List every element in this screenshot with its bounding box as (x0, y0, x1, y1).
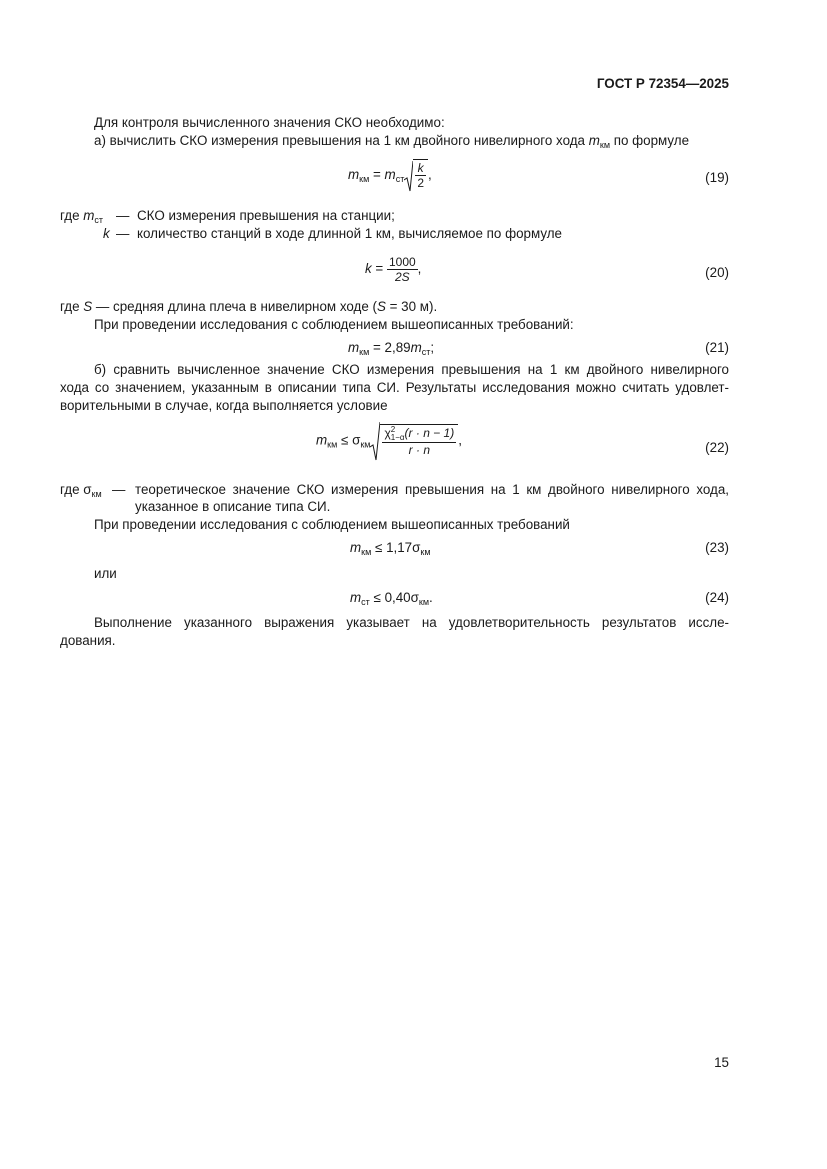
eq22-chi: χ (384, 425, 391, 440)
or-text: или (94, 566, 117, 581)
eq23-lhs-sub: км (361, 547, 372, 557)
equation-20-label: (20) (705, 265, 729, 280)
item-a-subscript: км (599, 140, 610, 150)
where-s-text: — средняя длина плеча в нивелирном ходе ( (92, 299, 377, 314)
where-s-line (60, 299, 437, 314)
paragraph-2-line-3: ворительными в случае, когда выполняется условие (60, 398, 388, 413)
where-dash-1: — (116, 208, 130, 223)
eq23-sigma-sub: км (420, 547, 431, 557)
where-sigma (60, 482, 102, 499)
eq22-num-arg: (r · n − 1) (404, 425, 455, 440)
equation-23-label: (23) (705, 540, 729, 555)
eq19-lhs: m (348, 166, 360, 182)
eq19-m: m (384, 166, 396, 182)
eq22-le: ≤ (337, 432, 353, 448)
where-desc-1: СКО измерения превышения на станции; (137, 208, 395, 223)
eq19-sqrt (404, 159, 428, 192)
eq22-chi-sup: 2 (390, 424, 396, 434)
eq21-tail: ; (430, 340, 435, 355)
eq24-sigma: σ (410, 590, 419, 605)
eq24-lhs-sub: ст (361, 597, 370, 607)
equation-19 (348, 159, 432, 192)
where-desc-2: количество станций в ходе длинной 1 км, вычисляемое по формуле (137, 226, 563, 241)
eq19-tail: , (428, 166, 432, 182)
equation-19-label: (19) (705, 170, 729, 185)
eq23-sigma: σ (412, 540, 421, 555)
eq22-tail: , (458, 432, 462, 448)
paragraph-1: При проведении исследования с соблюдением вышеописанных требований: (94, 317, 574, 332)
conclusion-line-2: дования. (60, 633, 116, 648)
eq19-den: 2 (417, 176, 425, 190)
eq20-equals: = (371, 261, 387, 277)
where-line-1 (60, 208, 103, 225)
eq22-num (382, 426, 456, 443)
equation-20 (365, 255, 421, 284)
paragraph-2-line-1: б) сравнить вычисленное значение СКО измерения превышения на 1 км двойного нивелирного (94, 362, 729, 377)
radical-sign-icon (370, 421, 380, 461)
where-sigma-sym: σ (83, 482, 92, 497)
eq22-sigma-sub: км (360, 439, 371, 450)
document-standard-id: ГОСТ Р 72354—2025 (596, 76, 729, 91)
conclusion-line-1: Выполнение указанного выражения указывает на удовлетворительность результатов иссле- (94, 615, 729, 630)
where-sym1: m (83, 208, 95, 223)
eq21-rhs-sub: ст (421, 347, 431, 357)
page-number: 15 (714, 1055, 729, 1070)
paragraph-3: При проведении исследования с соблюдением вышеописанных требований (94, 517, 570, 532)
eq24-rel: ≤ 0,40 (369, 590, 411, 605)
where-s-word: где (60, 299, 84, 314)
where-sigma-line-1: теоретическое значение СКО измерения превышения на 1 км двойного нивелирного хода, (135, 482, 729, 497)
eq22-chi-sub: 1−α (390, 432, 405, 442)
eq22-lhs-sub: км (327, 439, 338, 450)
eq21-rhs: m (410, 340, 422, 355)
eq22-lhs: m (316, 432, 328, 448)
eq24-tail: . (429, 590, 433, 605)
equation-23 (350, 540, 431, 557)
item-a (94, 133, 689, 150)
eq20-num: 1000 (388, 255, 416, 269)
equation-24-label: (24) (705, 590, 729, 605)
eq19-m-sub: ст (395, 173, 405, 184)
equation-24 (350, 590, 433, 607)
equation-21-label: (21) (705, 340, 729, 355)
radical-sign-icon (404, 160, 413, 192)
eq20-tail: , (417, 261, 422, 277)
paragraph-2-line-2: хода со значением, указанным в описании типа СИ. Результаты исследования можно считать удовлет- (60, 380, 729, 395)
eq21-mid: = 2,89 (369, 340, 411, 355)
eq21-lhs: m (348, 340, 360, 355)
where-s-sym2: S (376, 299, 386, 314)
item-a-text: а) вычислить СКО измерения превышения на 1 км двойного нивелирного хода (94, 133, 589, 148)
item-a-end: по формуле (610, 133, 690, 148)
eq22-sigma: σ (352, 432, 361, 448)
eq22-den: r · n (408, 442, 431, 457)
intro-line: Для контроля вычисленного значения СКО необходимо: (94, 115, 445, 130)
eq23-rel: ≤ 1,17 (371, 540, 413, 555)
eq24-lhs: m (350, 590, 362, 605)
where-sigma-dash: — (112, 482, 126, 497)
equation-21 (348, 340, 434, 357)
eq20-lhs: k (365, 261, 372, 277)
where-s-sym: S (83, 299, 93, 314)
where-word: где (60, 208, 84, 223)
where-sigma-line-2: указанное в описание типа СИ. (135, 499, 331, 514)
eq19-num: k (415, 161, 426, 176)
eq23-lhs: m (350, 540, 362, 555)
where-sigma-sub: км (91, 489, 102, 499)
eq21-lhs-sub: км (359, 347, 370, 357)
eq19-equals: = (369, 166, 385, 182)
where-sym1-sub: ст (94, 215, 104, 225)
equation-22 (316, 421, 462, 461)
equation-22-label: (22) (705, 440, 729, 455)
where-dash-2: — (116, 226, 130, 241)
item-a-symbol: m (588, 133, 600, 148)
eq20-den: 2S (394, 270, 410, 284)
where-s-text2: = 30 м). (385, 299, 438, 314)
eq24-sigma-sub: км (418, 597, 430, 607)
where-sym2: k (103, 226, 110, 241)
where-sigma-word: где (60, 482, 84, 497)
eq22-sqrt (370, 421, 458, 461)
eq19-lhs-sub: км (359, 173, 370, 184)
